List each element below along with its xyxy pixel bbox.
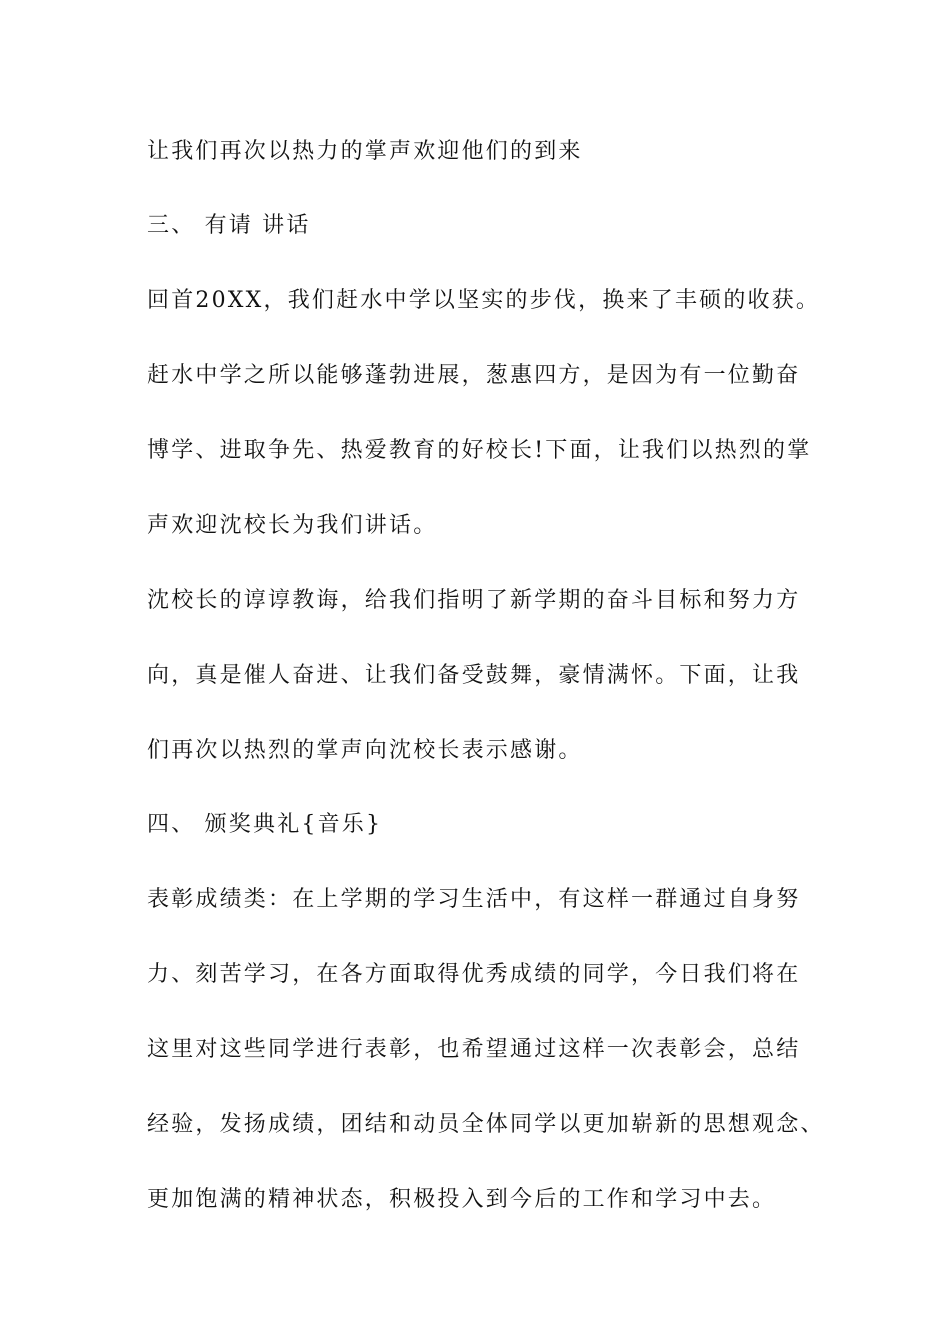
text-line: 经验，发扬成绩，团结和动员全体同学以更加崭新的思想观念、	[147, 1112, 825, 1137]
text-line: 赶水中学之所以能够蓬勃进展，葱惠四方，是因为有一位勤奋	[147, 363, 801, 388]
section-heading: 三、 有请 讲话	[147, 213, 311, 238]
text-line: 更加饱满的精神状态，积极投入到今后的工作和学习中去。	[147, 1187, 777, 1212]
text-line: 们再次以热烈的掌声向沈校长表示感谢。	[147, 738, 583, 763]
text-line: 沈校长的谆谆教诲，给我们指明了新学期的奋斗目标和努力方	[147, 588, 801, 613]
text-line: 向，真是催人奋进、让我们备受鼓舞，豪情满怀。下面，让我	[147, 663, 801, 688]
text-line: 表彰成绩类：在上学期的学习生活中，有这样一群通过自身努	[147, 887, 801, 912]
text-line: 回首20XX，我们赶水中学以坚实的步伐，换来了丰硕的收获。	[147, 288, 821, 313]
text-line: 力、刻苦学习，在各方面取得优秀成绩的同学，今日我们将在	[147, 962, 801, 987]
text-line: 让我们再次以热力的掌声欢迎他们的到来	[147, 139, 583, 164]
text-line: 博学、进取争先、热爱教育的好校长!下面，让我们以热烈的掌	[147, 438, 812, 463]
text-line: 声欢迎沈校长为我们讲话。	[147, 513, 438, 538]
text-line: 这里对这些同学进行表彰，也希望通过这样一次表彰会，总结	[147, 1037, 801, 1062]
section-heading: 四、 颁奖典礼{音乐}	[147, 812, 383, 837]
